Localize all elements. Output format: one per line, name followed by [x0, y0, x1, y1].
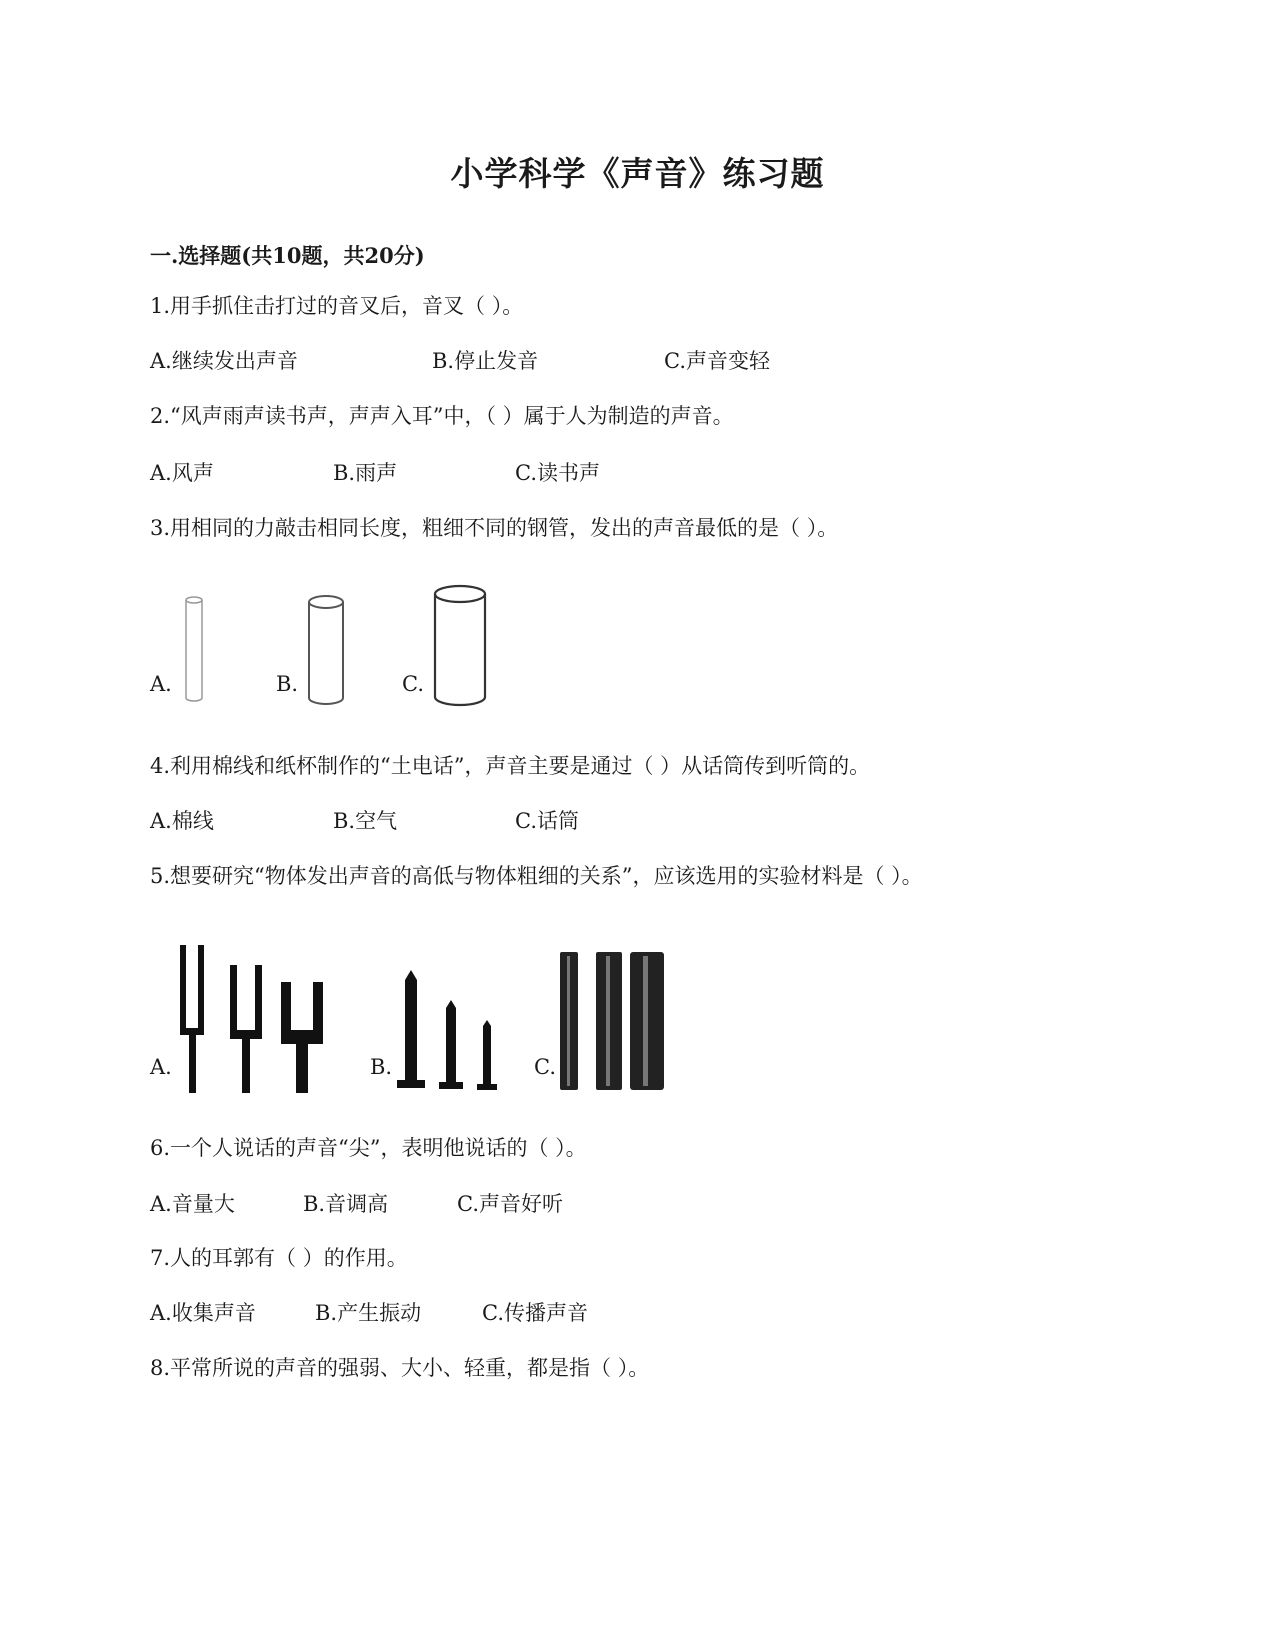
q2-option-a: A.风声	[150, 461, 214, 485]
question-6: 6.一个人说话的声音“尖”，表明他说话的（ ）。	[150, 1136, 587, 1160]
question-3: 3.用相同的力敲击相同长度，粗细不同的钢管，发出的声音最低的是（ ）。	[150, 516, 839, 540]
q6-option-c: C.声音好听	[457, 1192, 563, 1216]
question-8: 8.平常所说的声音的强弱、大小、轻重，都是指（ ）。	[150, 1356, 650, 1380]
tuning-forks-image	[178, 940, 338, 1095]
q1-option-b: B.停止发音	[432, 349, 539, 373]
question-7: 7.人的耳郭有（ ）的作用。	[150, 1246, 408, 1270]
q6-option-b: B.音调高	[303, 1192, 389, 1216]
question-1: 1.用手抓住击打过的音叉后，音叉（ ）。	[150, 294, 524, 318]
question-2: 2.“风声雨声读书声，声声入耳”中，（ ）属于人为制造的声音。	[150, 404, 734, 428]
question-4: 4.利用棉线和纸杯制作的“土电话”，声音主要是通过（ ）从话筒传到听筒的。	[150, 754, 871, 778]
medium-pipe-image	[302, 592, 350, 712]
thick-pipe-image	[430, 582, 490, 712]
q3-option-a: A.	[150, 672, 172, 696]
page-title: 小学科学《声音》练习题	[450, 154, 825, 193]
section-heading: 一.选择题(共10题，共20分)	[150, 243, 425, 268]
q7-option-a: A.收集声音	[150, 1301, 256, 1325]
q7-option-c: C.传播声音	[482, 1301, 588, 1325]
q2-option-c: C.读书声	[515, 461, 600, 485]
q4-option-b: B.空气	[333, 809, 398, 833]
q5-option-b: B.	[370, 1055, 393, 1079]
thin-pipe-image	[180, 592, 210, 712]
q5-option-c: C.	[534, 1055, 556, 1079]
q7-option-b: B.产生振动	[315, 1301, 422, 1325]
q4-option-a: A.棉线	[150, 809, 214, 833]
q6-option-a: A.音量大	[150, 1192, 235, 1216]
q3-option-b: B.	[276, 672, 299, 696]
q4-option-c: C.话筒	[515, 809, 579, 833]
q2-option-b: B.雨声	[333, 461, 398, 485]
q1-option-c: C.声音变轻	[664, 349, 770, 373]
metal-rods-image	[558, 950, 668, 1092]
q3-option-c: C.	[402, 672, 424, 696]
question-5: 5.想要研究“物体发出声音的高低与物体粗细的关系”，应该选用的实验材料是（ ）。	[150, 864, 923, 888]
nails-image	[395, 970, 505, 1095]
q1-option-a: A.继续发出声音	[150, 349, 298, 373]
q5-option-a: A.	[150, 1055, 172, 1079]
